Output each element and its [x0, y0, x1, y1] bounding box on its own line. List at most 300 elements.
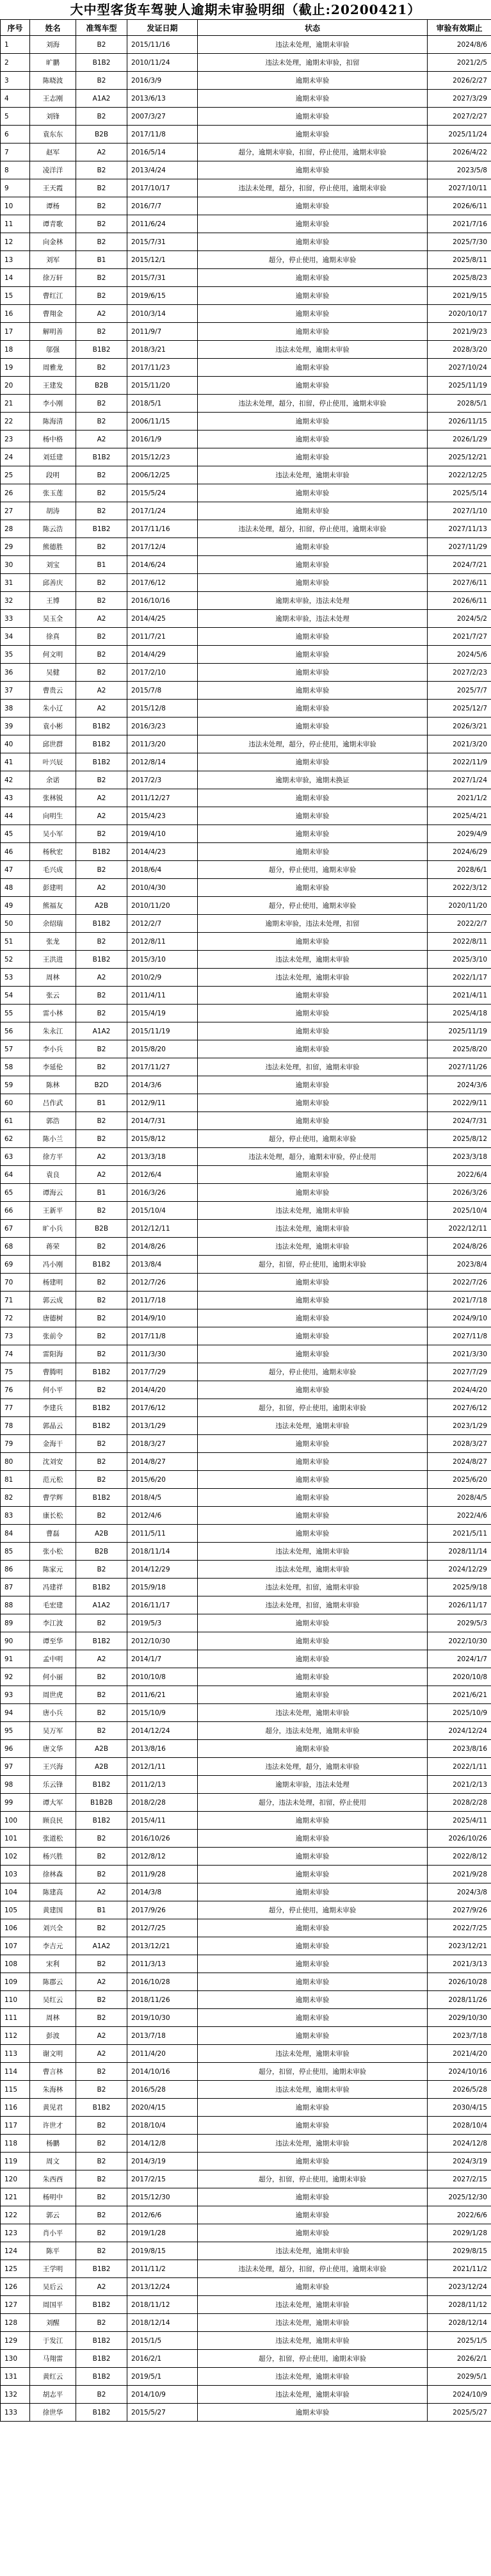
valid-until-cell: 2029/5/1	[428, 2368, 491, 2386]
issue-date-cell: 2017/6/12	[127, 574, 198, 592]
issue-date-cell: 2016/5/28	[127, 2081, 198, 2099]
vehicle-class-cell: A2B	[76, 1740, 127, 1758]
vehicle-class-cell: B2	[76, 1005, 127, 1022]
status-cell: 违法未处理，超分，逾期未审验	[198, 1758, 428, 1776]
table-row	[1, 1973, 491, 1991]
table-row	[1, 1148, 491, 1166]
status-cell: 逾期未审验	[198, 323, 428, 341]
table-row	[1, 197, 491, 215]
status-cell: 逾期未审验	[198, 1955, 428, 1973]
status-cell: 逾期未审验	[198, 1937, 428, 1955]
driver-name-cell: 陈家元	[30, 1561, 76, 1579]
driver-name-cell: 吴红云	[30, 1991, 76, 2009]
vehicle-class-cell: B1B2	[76, 915, 127, 933]
status-cell: 超分，违法未处理，逾期未审验	[198, 1722, 428, 1740]
driver-name-cell: 刘醒	[30, 2314, 76, 2332]
issue-date-cell: 2015/3/10	[127, 951, 198, 969]
vehicle-class-cell: A1A2	[76, 1022, 127, 1040]
valid-until-cell: 2026/5/28	[428, 2081, 491, 2099]
row-seq-cell: 24	[1, 448, 30, 466]
driver-name-cell: 段明	[30, 466, 76, 484]
vehicle-class-cell: B1B2	[76, 54, 127, 72]
vehicle-class-cell: B2	[76, 1991, 127, 2009]
vehicle-class-cell: B2	[76, 1453, 127, 1471]
row-seq-cell: 26	[1, 484, 30, 502]
issue-date-cell: 2015/4/11	[127, 1812, 198, 1830]
driver-name-cell: 曹学辉	[30, 1489, 76, 1507]
driver-name-cell: 谭至华	[30, 1632, 76, 1650]
valid-until-cell: 2021/9/28	[428, 1866, 491, 1883]
vehicle-class-cell: B2	[76, 933, 127, 951]
status-cell: 逾期未审验	[198, 538, 428, 556]
valid-until-cell: 2027/6/11	[428, 574, 491, 592]
row-seq-cell: 31	[1, 574, 30, 592]
issue-date-cell: 2018/10/4	[127, 2117, 198, 2135]
table-row	[1, 1256, 491, 1274]
valid-until-cell: 2023/12/24	[428, 2278, 491, 2296]
table-row	[1, 1686, 491, 1704]
vehicle-class-cell: B2	[76, 484, 127, 502]
vehicle-class-cell: B2	[76, 215, 127, 233]
vehicle-class-cell: B1B2	[76, 718, 127, 735]
driver-name-cell: 吴后云	[30, 2278, 76, 2296]
vehicle-class-cell: B2	[76, 359, 127, 377]
valid-until-cell: 2027/11/26	[428, 1058, 491, 1076]
row-seq-cell: 20	[1, 377, 30, 395]
driver-name-cell: 陈小兰	[30, 1130, 76, 1148]
issue-date-cell: 2015/7/31	[127, 233, 198, 251]
row-seq-cell: 111	[1, 2009, 30, 2027]
valid-until-cell: 2025/9/18	[428, 1579, 491, 1596]
table-row	[1, 843, 491, 861]
valid-until-cell: 2024/9/10	[428, 1309, 491, 1327]
vehicle-class-cell: B1B2	[76, 2296, 127, 2314]
valid-until-cell: 2024/8/27	[428, 1453, 491, 1471]
status-cell: 超分，扣留，停止使用，逾期未审验	[198, 2170, 428, 2188]
table-row	[1, 2081, 491, 2099]
issue-date-cell: 2019/5/3	[127, 1614, 198, 1632]
issue-date-cell: 2014/10/9	[127, 2386, 198, 2404]
driver-name-cell: 徐万轩	[30, 269, 76, 287]
driver-name-cell: 刘兴全	[30, 1919, 76, 1937]
vehicle-class-cell: A1A2	[76, 90, 127, 108]
row-seq-cell: 133	[1, 2404, 30, 2422]
valid-until-cell: 2022/7/26	[428, 1274, 491, 1292]
row-seq-cell: 129	[1, 2332, 30, 2350]
driver-name-cell: 解明善	[30, 323, 76, 341]
table-row	[1, 72, 491, 90]
driver-name-cell: 彭建明	[30, 879, 76, 897]
vehicle-class-cell: B2	[76, 574, 127, 592]
driver-name-cell: 周雅龙	[30, 359, 76, 377]
valid-until-cell: 2021/3/20	[428, 735, 491, 753]
table-row	[1, 2260, 491, 2278]
driver-name-cell: 旷鹏	[30, 54, 76, 72]
valid-until-cell: 2028/11/26	[428, 1991, 491, 2009]
issue-date-cell: 2011/3/30	[127, 1345, 198, 1363]
row-seq-cell: 37	[1, 682, 30, 700]
driver-name-cell: 曹言林	[30, 2063, 76, 2081]
status-cell: 逾期未审验	[198, 1076, 428, 1094]
table-row	[1, 1238, 491, 1256]
driver-name-cell: 周国平	[30, 2296, 76, 2314]
row-seq-cell: 29	[1, 538, 30, 556]
row-seq-cell: 41	[1, 753, 30, 771]
table-row	[1, 1596, 491, 1614]
valid-until-cell: 2027/10/24	[428, 359, 491, 377]
row-seq-cell: 64	[1, 1166, 30, 1184]
row-seq-cell: 131	[1, 2368, 30, 2386]
issue-date-cell: 2017/2/3	[127, 771, 198, 789]
vehicle-class-cell: B2	[76, 1722, 127, 1740]
status-cell: 逾期未审验	[198, 879, 428, 897]
driver-name-cell: 刘廷建	[30, 448, 76, 466]
row-seq-cell: 109	[1, 1973, 30, 1991]
vehicle-class-cell: B1	[76, 556, 127, 574]
driver-name-cell: 陈平	[30, 2242, 76, 2260]
valid-until-cell: 2026/4/22	[428, 144, 491, 161]
row-seq-cell: 12	[1, 233, 30, 251]
issue-date-cell: 2012/6/6	[127, 2206, 198, 2224]
status-cell: 违法未处理，超分，停止使用，逾期未审验	[198, 735, 428, 753]
row-seq-cell: 57	[1, 1040, 30, 1058]
status-cell: 逾期未审验	[198, 1166, 428, 1184]
issue-date-cell: 2006/12/25	[127, 466, 198, 484]
table-row	[1, 1722, 491, 1740]
document-title: 大中型客货车驾驶人逾期未审验明细（截止:20200421）	[70, 2, 421, 17]
row-seq-cell: 16	[1, 305, 30, 323]
vehicle-class-cell: B2	[76, 1866, 127, 1883]
issue-date-cell: 2017/11/16	[127, 520, 198, 538]
row-seq-cell: 105	[1, 1901, 30, 1919]
row-seq-cell: 116	[1, 2099, 30, 2117]
row-seq-cell: 50	[1, 915, 30, 933]
driver-name-cell: 胡志平	[30, 2386, 76, 2404]
table-row	[1, 538, 491, 556]
row-seq-cell: 119	[1, 2153, 30, 2170]
valid-until-cell: 2023/1/29	[428, 1417, 491, 1435]
row-seq-cell: 122	[1, 2206, 30, 2224]
row-seq-cell: 76	[1, 1381, 30, 1399]
status-cell: 逾期未审验	[198, 1435, 428, 1453]
issue-date-cell: 2015/9/18	[127, 1579, 198, 1596]
table-row	[1, 682, 491, 700]
table-row	[1, 1614, 491, 1632]
column-header-name: 姓名	[30, 20, 76, 36]
vehicle-class-cell: B1B2	[76, 1417, 127, 1435]
vehicle-class-cell: B2	[76, 1955, 127, 1973]
driver-name-cell: 黄建国	[30, 1901, 76, 1919]
vehicle-class-cell: A2	[76, 1883, 127, 1901]
table-row	[1, 2045, 491, 2063]
vehicle-class-cell: B1B2	[76, 1776, 127, 1794]
issue-date-cell: 2017/6/12	[127, 1399, 198, 1417]
table-row	[1, 2027, 491, 2045]
issue-date-cell: 2016/2/1	[127, 2350, 198, 2368]
status-cell: 超分，扣留，停止使用，逾期未审验	[198, 2350, 428, 2368]
driver-name-cell: 朱小辽	[30, 700, 76, 718]
driver-name-cell: 肖小平	[30, 2224, 76, 2242]
driver-name-cell: 熊福友	[30, 897, 76, 915]
valid-until-cell: 2027/10/11	[428, 179, 491, 197]
row-seq-cell: 80	[1, 1453, 30, 1471]
status-cell: 逾期未审验	[198, 108, 428, 126]
vehicle-class-cell: B1	[76, 251, 127, 269]
driver-name-cell: 邱世群	[30, 735, 76, 753]
row-seq-cell: 123	[1, 2224, 30, 2242]
vehicle-class-cell: A2	[76, 2027, 127, 2045]
issue-date-cell: 2018/5/1	[127, 395, 198, 413]
issue-date-cell: 2013/8/16	[127, 1740, 198, 1758]
vehicle-class-cell: B1B2	[76, 1399, 127, 1417]
vehicle-class-cell: B2	[76, 2009, 127, 2027]
row-seq-cell: 101	[1, 1830, 30, 1848]
valid-until-cell: 2025/7/7	[428, 682, 491, 700]
status-cell: 逾期未审验	[198, 1489, 428, 1507]
vehicle-class-cell: A2	[76, 610, 127, 628]
driver-name-cell: 郭浩	[30, 1112, 76, 1130]
status-cell: 逾期未审验	[198, 1292, 428, 1309]
driver-name-cell: 金海干	[30, 1435, 76, 1453]
status-cell: 逾期未审验	[198, 807, 428, 825]
status-cell: 逾期未审验	[198, 843, 428, 861]
valid-until-cell: 2026/6/11	[428, 197, 491, 215]
row-seq-cell: 73	[1, 1327, 30, 1345]
status-cell: 逾期未审验	[198, 1094, 428, 1112]
valid-until-cell: 2022/12/25	[428, 466, 491, 484]
table-row	[1, 1830, 491, 1848]
valid-until-cell: 2022/11/9	[428, 753, 491, 771]
row-seq-cell: 30	[1, 556, 30, 574]
valid-until-cell: 2027/2/27	[428, 108, 491, 126]
table-row	[1, 1022, 491, 1040]
table-row	[1, 1883, 491, 1901]
row-seq-cell: 54	[1, 987, 30, 1005]
vehicle-class-cell: B2	[76, 1507, 127, 1525]
issue-date-cell: 2018/11/14	[127, 1543, 198, 1561]
row-seq-cell: 33	[1, 610, 30, 628]
issue-date-cell: 2012/12/11	[127, 1220, 198, 1238]
issue-date-cell: 2006/11/15	[127, 413, 198, 431]
issue-date-cell: 2020/4/15	[127, 2099, 198, 2117]
table-row	[1, 2188, 491, 2206]
valid-until-cell: 2024/8/6	[428, 36, 491, 54]
table-row	[1, 1058, 491, 1076]
driver-name-cell: 杨鹏	[30, 2135, 76, 2153]
issue-date-cell: 2018/12/14	[127, 2314, 198, 2332]
row-seq-cell: 100	[1, 1812, 30, 1830]
vehicle-class-cell: A2	[76, 789, 127, 807]
table-row	[1, 269, 491, 287]
status-cell: 逾期未审验，违法未处理	[198, 610, 428, 628]
status-cell: 逾期未审验	[198, 1327, 428, 1345]
status-cell: 逾期未审验	[198, 377, 428, 395]
status-cell: 违法未处理，扣留，逾期未审验	[198, 1579, 428, 1596]
table-row	[1, 646, 491, 664]
issue-date-cell: 2016/3/23	[127, 718, 198, 735]
valid-until-cell: 2025/4/11	[428, 1812, 491, 1830]
table-row	[1, 664, 491, 682]
vehicle-class-cell: B2	[76, 413, 127, 431]
issue-date-cell: 2017/7/29	[127, 1363, 198, 1381]
row-seq-cell: 27	[1, 502, 30, 520]
valid-until-cell: 2028/3/20	[428, 341, 491, 359]
table-row	[1, 1901, 491, 1919]
status-cell: 违法未处理，超分，扣留，停止使用，逾期未审验	[198, 395, 428, 413]
issue-date-cell: 2014/4/29	[127, 646, 198, 664]
vehicle-class-cell: B2	[76, 1830, 127, 1848]
row-seq-cell: 25	[1, 466, 30, 484]
issue-date-cell: 2010/10/8	[127, 1668, 198, 1686]
table-row	[1, 771, 491, 789]
issue-date-cell: 2015/10/9	[127, 1704, 198, 1722]
row-seq-cell: 51	[1, 933, 30, 951]
issue-date-cell: 2018/11/12	[127, 2296, 198, 2314]
row-seq-cell: 69	[1, 1256, 30, 1274]
driver-name-cell: 彭波	[30, 2027, 76, 2045]
vehicle-class-cell: B2B	[76, 377, 127, 395]
valid-until-cell: 2024/3/19	[428, 2153, 491, 2170]
driver-name-cell: 于发江	[30, 2332, 76, 2350]
status-cell: 逾期未审验，违法未处理	[198, 592, 428, 610]
issue-date-cell: 2014/12/29	[127, 1561, 198, 1579]
column-header-seq: 序号	[1, 20, 30, 36]
valid-until-cell: 2027/6/12	[428, 1399, 491, 1417]
vehicle-class-cell: B2D	[76, 1076, 127, 1094]
status-cell: 逾期未审验	[198, 233, 428, 251]
column-header-valid-until: 审验有效期止	[428, 20, 491, 36]
valid-until-cell: 2026/10/28	[428, 1973, 491, 1991]
issue-date-cell: 2015/11/16	[127, 36, 198, 54]
issue-date-cell: 2015/12/30	[127, 2188, 198, 2206]
vehicle-class-cell: B2	[76, 395, 127, 413]
driver-name-cell: 周林	[30, 969, 76, 987]
vehicle-class-cell: B2	[76, 179, 127, 197]
vehicle-class-cell: B1B2	[76, 753, 127, 771]
status-cell: 逾期未审验	[198, 1991, 428, 2009]
table-row	[1, 2350, 491, 2368]
issue-date-cell: 2007/3/27	[127, 108, 198, 126]
driver-name-cell: 毛兴成	[30, 861, 76, 879]
row-seq-cell: 48	[1, 879, 30, 897]
table-row	[1, 735, 491, 753]
status-cell: 逾期未审验	[198, 1650, 428, 1668]
status-cell: 逾期未审验	[198, 2009, 428, 2027]
valid-until-cell: 2029/10/30	[428, 2009, 491, 2027]
valid-until-cell: 2021/2/13	[428, 1776, 491, 1794]
table-row	[1, 2170, 491, 2188]
table-row	[1, 1327, 491, 1345]
issue-date-cell: 2018/4/5	[127, 1489, 198, 1507]
vehicle-class-cell: B1B2	[76, 2350, 127, 2368]
row-seq-cell: 83	[1, 1507, 30, 1525]
driver-name-cell: 雷阳海	[30, 1345, 76, 1363]
issue-date-cell: 2012/6/4	[127, 1166, 198, 1184]
row-seq-cell: 115	[1, 2081, 30, 2099]
issue-date-cell: 2019/1/28	[127, 2224, 198, 2242]
status-cell: 逾期未审验	[198, 1184, 428, 1202]
table-row	[1, 1345, 491, 1363]
valid-until-cell: 2022/6/4	[428, 1166, 491, 1184]
vehicle-class-cell: B2	[76, 1686, 127, 1704]
vehicle-class-cell: B2	[76, 269, 127, 287]
table-row	[1, 933, 491, 951]
valid-until-cell: 2023/5/8	[428, 161, 491, 179]
valid-until-cell: 2024/12/29	[428, 1561, 491, 1579]
table-row	[1, 1202, 491, 1220]
row-seq-cell: 94	[1, 1704, 30, 1722]
issue-date-cell: 2017/11/8	[127, 126, 198, 144]
valid-until-cell: 2025/5/14	[428, 484, 491, 502]
issue-date-cell: 2017/11/27	[127, 1058, 198, 1076]
driver-name-cell: 杨建明	[30, 1274, 76, 1292]
issue-date-cell: 2017/10/17	[127, 179, 198, 197]
valid-until-cell: 2025/10/4	[428, 1202, 491, 1220]
issue-date-cell: 2014/12/24	[127, 1722, 198, 1740]
vehicle-class-cell: B1B2	[76, 1256, 127, 1274]
row-seq-cell: 58	[1, 1058, 30, 1076]
driver-name-cell: 曹磊	[30, 1525, 76, 1543]
valid-until-cell: 2021/3/13	[428, 1955, 491, 1973]
issue-date-cell: 2012/10/30	[127, 1632, 198, 1650]
valid-until-cell: 2026/11/15	[428, 413, 491, 431]
valid-until-cell: 2027/2/23	[428, 664, 491, 682]
row-seq-cell: 44	[1, 807, 30, 825]
status-cell: 逾期未审验	[198, 484, 428, 502]
vehicle-class-cell: B2	[76, 1848, 127, 1866]
driver-name-cell: 周世虎	[30, 1686, 76, 1704]
status-cell: 违法未处理，逾期未审验	[198, 1202, 428, 1220]
issue-date-cell: 2015/5/27	[127, 2404, 198, 2422]
issue-date-cell: 2011/3/20	[127, 735, 198, 753]
driver-name-cell: 冯建祥	[30, 1579, 76, 1596]
table-row	[1, 1274, 491, 1292]
table-row	[1, 897, 491, 915]
driver-name-cell: 曹腾明	[30, 1363, 76, 1381]
vehicle-class-cell: B2	[76, 502, 127, 520]
vehicle-class-cell: B2	[76, 2242, 127, 2260]
vehicle-class-cell: B1B2	[76, 1489, 127, 1507]
valid-until-cell: 2024/4/20	[428, 1381, 491, 1399]
valid-until-cell: 2029/8/15	[428, 2242, 491, 2260]
table-row	[1, 1112, 491, 1130]
table-row	[1, 1184, 491, 1202]
status-cell: 逾期未审验	[198, 1973, 428, 1991]
table-row	[1, 108, 491, 126]
status-cell: 逾期未审验	[198, 1005, 428, 1022]
valid-until-cell: 2022/3/12	[428, 879, 491, 897]
status-cell: 超分，扣留，停止使用，逾期未审验	[198, 2063, 428, 2081]
table-row	[1, 718, 491, 735]
valid-until-cell: 2025/8/23	[428, 269, 491, 287]
status-cell: 逾期未审验	[198, 1632, 428, 1650]
vehicle-class-cell: B2	[76, 987, 127, 1005]
row-seq-cell: 88	[1, 1596, 30, 1614]
driver-name-cell: 张玉莲	[30, 484, 76, 502]
status-cell: 违法未处理，逾期未审验	[198, 969, 428, 987]
driver-name-cell: 杨秋宏	[30, 843, 76, 861]
issue-date-cell: 2011/9/7	[127, 323, 198, 341]
status-cell: 逾期未审验	[198, 646, 428, 664]
status-cell: 违法未处理，扣留，逾期未审验	[198, 1596, 428, 1614]
row-seq-cell: 82	[1, 1489, 30, 1507]
vehicle-class-cell: B1B2	[76, 2332, 127, 2350]
vehicle-class-cell: B1B2	[76, 2404, 127, 2422]
valid-until-cell: 2025/11/19	[428, 377, 491, 395]
issue-date-cell: 2014/1/7	[127, 1650, 198, 1668]
vehicle-class-cell: B2	[76, 36, 127, 54]
row-seq-cell: 62	[1, 1130, 30, 1148]
